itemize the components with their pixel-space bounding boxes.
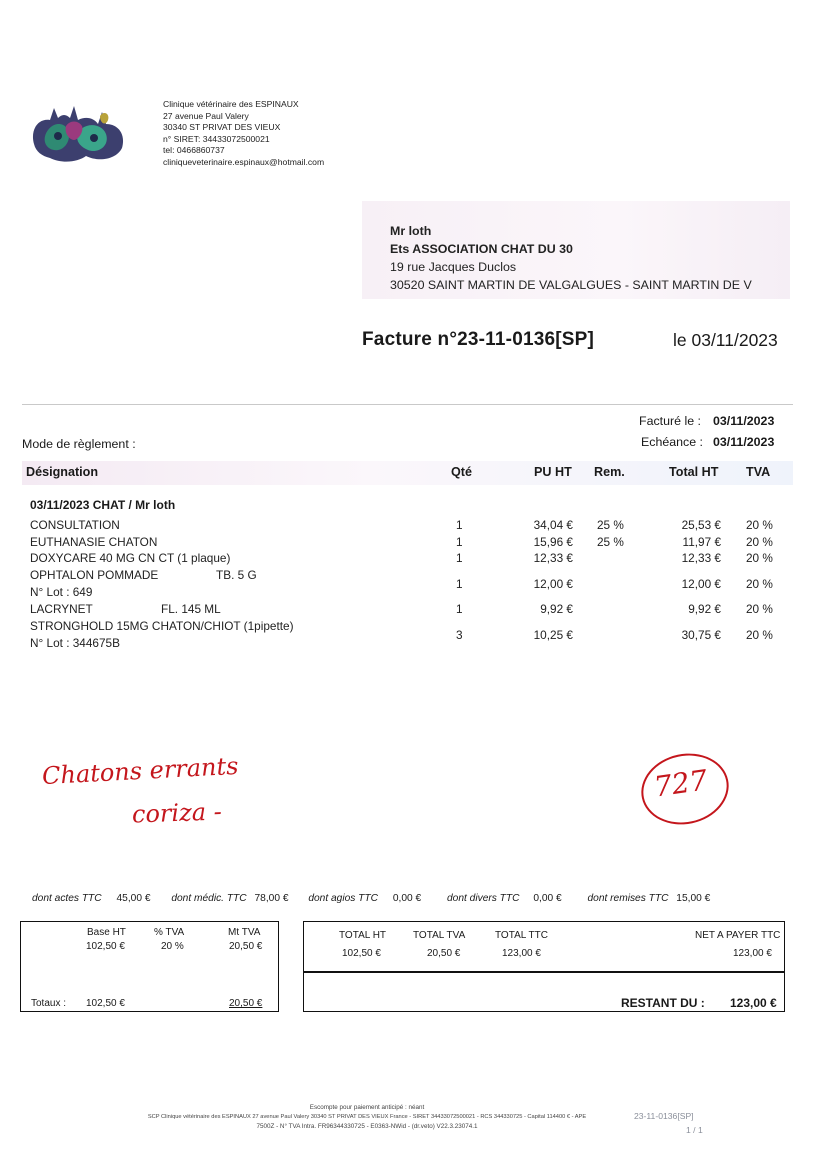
row-total: 11,97 € bbox=[682, 535, 721, 549]
row-designation: LACRYNET bbox=[30, 602, 93, 616]
vat-totals-label: Totaux : bbox=[31, 998, 67, 1009]
header-qty: Qté bbox=[451, 465, 472, 479]
clinic-city: 30340 ST PRIVAT DES VIEUX bbox=[163, 122, 281, 133]
due-value: 03/11/2023 bbox=[713, 435, 775, 449]
vat-base-label: Base HT bbox=[87, 927, 126, 938]
vat-base-value: 102,50 € bbox=[86, 941, 125, 952]
payment-method-label: Mode de règlement : bbox=[22, 437, 136, 451]
vat-mt-label: Mt TVA bbox=[228, 927, 261, 938]
header-tva: TVA bbox=[746, 465, 771, 479]
row-qty: 1 bbox=[456, 551, 463, 565]
handwritten-number: 727 bbox=[651, 763, 710, 804]
total-ht-value: 102,50 € bbox=[342, 948, 381, 959]
total-tva-label: TOTAL TVA bbox=[413, 930, 466, 941]
footer-legal-1: SCP Clinique vétérinaire des ESPINAUX 27 avenue Paul Valery 30340 ST PRIVAT DES VIEUX France - SIRET 34433072500021 - RCS 344330725 - Capital 114400 € - APE bbox=[147, 1114, 587, 1120]
row-pu: 9,92 € bbox=[540, 602, 573, 616]
footer-legal-2: 7500Z - N° TVA Intra. FR96344330725 - E0363-NWid - (dr.veto) V22.3.23074.1 bbox=[256, 1123, 478, 1130]
row-pu: 34,04 € bbox=[533, 518, 573, 532]
clinic-siret: n° SIRET: 34433072500021 bbox=[163, 133, 270, 144]
client-name: Mr loth bbox=[390, 224, 432, 238]
client-city: 30520 SAINT MARTIN DE VALGALGUES - SAINT MARTIN DE V bbox=[390, 278, 752, 292]
totals-divider bbox=[304, 971, 784, 973]
row-detail: TB. 5 G bbox=[216, 568, 257, 582]
row-qty: 3 bbox=[456, 628, 463, 642]
restant-du-label: RESTANT DU : bbox=[621, 996, 705, 1010]
row-lot: N° Lot : 649 bbox=[30, 585, 93, 599]
row-pu: 12,00 € bbox=[533, 577, 573, 591]
row-tva: 20 % bbox=[746, 535, 773, 549]
medic-label: dont médic. TTC bbox=[171, 893, 247, 904]
client-street: 19 rue Jacques Duclos bbox=[390, 260, 517, 274]
invoice-date: le 03/11/2023 bbox=[673, 330, 778, 350]
clinic-name: Clinique vétérinaire des ESPINAUX bbox=[163, 99, 299, 109]
client-company: Ets ASSOCIATION CHAT DU 30 bbox=[390, 242, 573, 256]
row-pu: 12,33 € bbox=[533, 551, 573, 565]
row-designation: CONSULTATION bbox=[30, 518, 120, 532]
row-lot: N° Lot : 344675B bbox=[30, 636, 120, 650]
due-label: Echéance : bbox=[641, 435, 703, 449]
row-total: 12,00 € bbox=[681, 577, 721, 591]
vat-mt-value: 20,50 € bbox=[229, 941, 263, 952]
clinic-address bbox=[163, 99, 324, 169]
net-label: NET A PAYER TTC bbox=[695, 930, 781, 941]
row-rem: 25 % bbox=[597, 518, 624, 532]
clinic-tel: tel: 0466860737 bbox=[163, 145, 225, 156]
remises-label: dont remises TTC bbox=[587, 893, 669, 904]
row-total: 30,75 € bbox=[681, 628, 721, 642]
actes-label: dont actes TTC bbox=[32, 893, 102, 904]
row-designation: EUTHANASIE CHATON bbox=[30, 535, 158, 549]
header-designation: Désignation bbox=[26, 465, 99, 479]
row-total: 12,33 € bbox=[681, 551, 721, 565]
net-value: 123,00 € bbox=[733, 948, 772, 959]
footer-invoice-ref: 23-11-0136[SP] bbox=[634, 1111, 694, 1121]
footer-escompte: Escompte pour paiement anticipé : néant bbox=[309, 1104, 425, 1111]
vat-pct-label: % TVA bbox=[154, 927, 185, 938]
divers-value: 0,00 € bbox=[533, 893, 562, 904]
summary-line bbox=[32, 893, 710, 904]
total-ttc-value: 123,00 € bbox=[502, 948, 541, 959]
clinic-logo bbox=[28, 100, 128, 166]
row-qty: 1 bbox=[456, 577, 463, 591]
divers-label: dont divers TTC bbox=[447, 893, 520, 904]
row-designation: STRONGHOLD 15MG CHATON/CHIOT (1pipette) bbox=[30, 619, 294, 633]
billed-label: Facturé le : bbox=[639, 414, 701, 428]
agios-label: dont agios TTC bbox=[308, 893, 378, 904]
vat-totals-mt: 20,50 € bbox=[229, 998, 263, 1009]
total-ttc-label: TOTAL TTC bbox=[495, 930, 548, 941]
row-total: 25,53 € bbox=[681, 518, 721, 532]
row-tva: 20 % bbox=[746, 577, 773, 591]
remises-value: 15,00 € bbox=[676, 893, 711, 904]
actes-value: 45,00 € bbox=[116, 893, 151, 904]
row-qty: 1 bbox=[456, 535, 463, 549]
row-pu: 15,96 € bbox=[533, 535, 573, 549]
row-tva: 20 % bbox=[746, 518, 773, 532]
billed-value: 03/11/2023 bbox=[713, 414, 775, 428]
vat-totals-base: 102,50 € bbox=[86, 998, 125, 1009]
row-designation: OPHTALON POMMADE bbox=[30, 568, 159, 582]
total-tva-value: 20,50 € bbox=[427, 948, 461, 959]
handwritten-note-line1: Chatons errants bbox=[41, 751, 240, 791]
row-qty: 1 bbox=[456, 518, 463, 532]
row-pu: 10,25 € bbox=[533, 628, 573, 642]
handwritten-note-line2: coriza - bbox=[131, 797, 223, 829]
footer-page-number: 1 / 1 bbox=[686, 1125, 703, 1135]
row-rem: 25 % bbox=[597, 535, 624, 549]
row-qty: 1 bbox=[456, 602, 463, 616]
row-total: 9,92 € bbox=[688, 602, 721, 616]
row-tva: 20 % bbox=[746, 551, 773, 565]
clinic-street: 27 avenue Paul Valery bbox=[163, 110, 249, 121]
row-tva: 20 % bbox=[746, 628, 773, 642]
divider bbox=[22, 404, 793, 405]
total-ht-label: TOTAL HT bbox=[339, 930, 387, 941]
client-address bbox=[390, 222, 752, 294]
header-total: Total HT bbox=[669, 465, 719, 479]
header-rem: Rem. bbox=[594, 465, 625, 479]
agios-value: 0,00 € bbox=[392, 893, 422, 904]
row-tva: 20 % bbox=[746, 602, 773, 616]
clinic-email: cliniqueveterinaire.espinaux@hotmail.com bbox=[163, 156, 325, 167]
invoice-title: Facture n°23-11-0136[SP] bbox=[362, 329, 595, 350]
section-title: 03/11/2023 CHAT / Mr loth bbox=[30, 498, 176, 512]
row-detail: FL. 145 ML bbox=[161, 602, 221, 616]
medic-value: 78,00 € bbox=[254, 893, 289, 904]
vat-pct-value: 20 % bbox=[161, 941, 184, 952]
row-designation: DOXYCARE 40 MG CN CT (1 plaque) bbox=[30, 551, 231, 565]
restant-du-value: 123,00 € bbox=[730, 996, 777, 1010]
header-pu: PU HT bbox=[534, 465, 572, 479]
